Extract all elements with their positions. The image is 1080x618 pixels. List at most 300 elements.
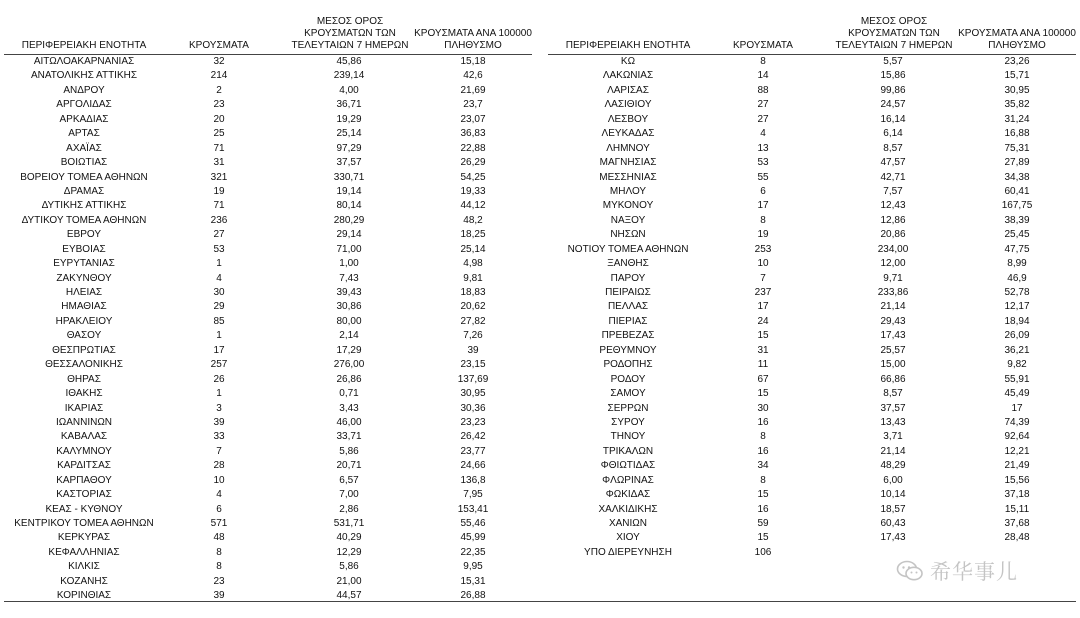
cell-region: ΙΘΑΚΗΣ [65,388,103,400]
cell-region: ΠΑΡΟΥ [610,272,646,284]
cell-cases: 4 [760,128,766,140]
cell-region: ΚΟΡΙΝΘΙΑΣ [56,590,112,602]
cell-per100k: 45,99 [460,532,486,544]
cell-per100k: 45,49 [1004,388,1030,400]
cell-cases: 85 [213,315,225,327]
cell-cases: 8 [216,561,222,573]
cell-region: ΑΡΤΑΣ [68,128,100,140]
cell-avg7: 8,57 [883,142,903,154]
cell-per100k: 34,38 [1004,171,1030,183]
table-row [4,300,532,314]
cell-per100k: 15,18 [460,56,486,67]
cell-region: ΠΕΙΡΑΙΩΣ [605,287,651,298]
table-row [548,69,1076,83]
cell-region: ΚΕΦΑΛΛΗΝΙΑΣ [48,546,120,558]
cell-per100k: 15,56 [1004,474,1030,486]
cell-region: ΑΧΑΪΑΣ [66,142,102,154]
cell-avg7: 99,86 [880,84,906,96]
cell-region: ΘΕΣΣΑΛΟΝΙΚΗΣ [45,359,123,371]
cell-cases: 17 [757,301,769,313]
cell-avg7: 16,14 [880,113,906,125]
cell-avg7: 17,29 [336,344,362,356]
cell-per100k: 12,17 [1004,301,1030,313]
cell-avg7: 46,00 [336,416,362,428]
table-row [4,474,532,488]
cell-per100k: 7,95 [463,489,483,501]
cell-per100k: 36,21 [1004,344,1030,356]
cell-avg7: 19,14 [336,185,362,197]
table-row [548,531,1076,545]
cell-cases: 24 [757,315,769,327]
cell-avg7: 42,71 [880,171,906,183]
table-bottom-rule [4,601,1076,602]
cell-per100k: 92,64 [1004,431,1030,443]
cell-cases: 29 [213,301,225,313]
cell-avg7: 276,00 [333,359,365,371]
cell-per100k: 27,89 [1004,157,1030,169]
cell-per100k: 23,23 [460,416,486,428]
cell-region: ΗΛΕΙΑΣ [65,287,103,298]
table-row [548,171,1076,185]
table-row [4,459,532,473]
cell-cases: 237 [754,287,772,298]
cell-cases: 17 [213,344,225,356]
cell-per100k: 31,24 [1004,113,1030,125]
cell-cases: 19 [213,185,225,197]
cell-per100k: 20,62 [460,301,486,313]
table-row [4,560,532,574]
cell-per100k: 9,95 [463,561,483,573]
table-row [548,84,1076,98]
cell-per100k: 18,94 [1004,315,1030,327]
cell-avg7: 5,57 [883,56,903,67]
cell-cases: 26 [213,373,225,385]
cell-region: ΑΡΚΑΔΙΑΣ [59,113,109,125]
cell-cases: 39 [213,590,225,602]
cell-cases: 53 [757,157,769,169]
cell-cases: 88 [757,84,769,96]
cell-per100k: 8,99 [1007,258,1027,270]
cell-region: ΘΕΣΠΡΩΤΙΑΣ [52,344,116,356]
cell-cases: 4 [216,272,222,284]
table-row [4,171,532,185]
cell-per100k: 47,75 [1004,243,1030,255]
cell-avg7: 21,14 [880,301,906,313]
cell-avg7: 29,14 [336,229,362,241]
cell-region: ΚΕΑΣ - ΚΥΘΝΟΥ [45,503,123,515]
table-row [4,517,532,531]
table-row [548,127,1076,141]
cell-region: ΗΡΑΚΛΕΙΟΥ [55,315,113,327]
cell-per100k: 54,25 [460,171,486,183]
cell-region: ΜΕΣΣΗΝΙΑΣ [599,171,657,183]
cell-per100k: 38,39 [1004,214,1030,226]
cell-cases: 321 [210,171,228,183]
table-row [548,329,1076,343]
cell-region: ΦΩΚΙΔΑΣ [605,489,651,501]
table-row [4,156,532,170]
cell-cases: 31 [213,157,225,169]
cell-region: ΒΟΡΕΙΟΥ ΤΟΜΕΑ ΑΘΗΝΩΝ [20,171,148,183]
cell-cases: 30 [213,287,225,298]
table-row [4,358,532,372]
header-avg7: ΜΕΣΟΣ ΟΡΟΣ ΚΡΟΥΣΜΑΤΩΝ ΤΩΝ ΤΕΛΕΥΤΑΙΩΝ 7 ΗΜΕΡΩΝ [835,16,953,51]
table-row [4,445,532,459]
header-region: ΠΕΡΙΦΕΡΕΙΑΚΗ ΕΝΟΤΗΤΑ [565,40,691,51]
table-row [4,257,532,271]
cell-region: ΡΟΔΟΥ [610,373,646,385]
table-row [548,156,1076,170]
cell-per100k: 167,75 [1001,200,1033,212]
cell-avg7: 8,57 [883,388,903,400]
table-header [548,6,1076,55]
cell-cases: 33 [213,431,225,443]
cell-avg7: 7,00 [339,489,359,501]
table-row [4,199,532,213]
cell-region: ΖΑΚΥΝΘΟΥ [56,272,112,284]
cell-per100k: 42,6 [463,70,483,82]
table-row [548,459,1076,473]
table-row [4,488,532,502]
table-row [548,517,1076,531]
table-row [4,329,532,343]
cell-region: ΧΙΟΥ [616,532,640,544]
cell-per100k: 75,31 [1004,142,1030,154]
cell-cases: 23 [213,575,225,587]
cell-per100k: 30,95 [460,388,486,400]
cell-cases: 8 [760,474,766,486]
cell-cases: 16 [757,445,769,457]
cell-per100k: 24,66 [460,460,486,472]
cell-avg7: 80,00 [336,315,362,327]
table-row [4,69,532,83]
table-row [548,387,1076,401]
table-row [548,344,1076,358]
cell-region: ΘΗΡΑΣ [67,373,101,385]
cell-per100k: 26,09 [1004,330,1030,342]
cell-avg7: 17,43 [880,330,906,342]
cell-region: ΛΕΣΒΟΥ [607,113,649,125]
cell-avg7: 12,86 [880,214,906,226]
cell-region: ΠΕΛΛΑΣ [607,301,649,313]
cell-cases: 71 [213,200,225,212]
cell-region: ΚΩ [620,56,636,67]
cell-cases: 2 [216,84,222,96]
table-row [4,344,532,358]
cell-region: ΝΟΤΙΟΥ ΤΟΜΕΑ ΑΘΗΝΩΝ [567,243,689,255]
cell-avg7: 33,71 [336,431,362,443]
cell-region: ΕΒΡΟΥ [66,229,102,241]
cell-per100k: 26,42 [460,431,486,443]
cell-region: ΘΑΣΟΥ [66,330,102,342]
cell-region: ΑΝΑΤΟΛΙΚΗΣ ΑΤΤΙΚΗΣ [30,70,138,82]
cell-region: ΤΡΙΚΑΛΩΝ [602,445,654,457]
cell-per100k: 12,21 [1004,445,1030,457]
cell-cases: 3 [216,402,222,414]
cell-avg7: 5,86 [339,561,359,573]
cell-avg7: 3,71 [883,431,903,443]
table-row [548,402,1076,416]
cell-region: ΡΕΘΥΜΝΟΥ [599,344,657,356]
cell-avg7: 280,29 [333,214,365,226]
cell-per100k: 26,29 [460,157,486,169]
cell-cases: 59 [757,518,769,529]
cases-table-right [548,6,1076,560]
header-cases: ΚΡΟΥΣΜΑΤΑ [189,40,249,51]
table-row [4,575,532,589]
cell-avg7: 26,86 [336,373,362,385]
cell-avg7: 80,14 [336,200,362,212]
table-row [4,387,532,401]
cell-cases: 27 [757,99,769,111]
table-row [4,286,532,300]
cell-per100k: 55,46 [460,518,486,529]
cell-region: ΣΑΜΟΥ [610,388,646,400]
table-row [4,373,532,387]
cell-avg7: 239,14 [333,70,365,82]
cell-per100k: 15,31 [460,575,486,587]
cell-avg7: 9,71 [883,272,903,284]
cell-region: ΔΥΤΙΚΗΣ ΑΤΤΙΚΗΣ [41,200,127,212]
cell-region: ΛΑΚΩΝΙΑΣ [602,70,654,82]
cell-avg7: 60,43 [880,518,906,529]
cell-per100k: 4,98 [463,258,483,270]
cell-region: ΧΑΝΙΩΝ [608,518,648,529]
table-row [4,315,532,329]
cell-avg7: 2,14 [339,330,359,342]
cell-avg7: 531,71 [333,518,365,529]
cell-cases: 11 [757,359,769,371]
cell-per100k: 22,35 [460,546,486,558]
cell-region: ΕΥΡΥΤΑΝΙΑΣ [53,258,115,270]
cell-cases: 7 [216,445,222,457]
cell-cases: 30 [757,402,769,414]
cell-cases: 19 [757,229,769,241]
cell-cases: 34 [757,460,769,472]
cell-per100k: 19,33 [460,185,486,197]
cell-cases: 8 [216,546,222,558]
cell-region: ΑΙΤΩΛΟΑΚΑΡΝΑΝΙΑΣ [33,56,135,67]
table-row [4,185,532,199]
table-row [548,214,1076,228]
cell-region: ΛΑΡΙΣΑΣ [607,84,649,96]
table-row [548,272,1076,286]
cell-region: ΚΑΣΤΟΡΙΑΣ [56,489,112,501]
table-body [4,55,532,604]
table-row [548,315,1076,329]
cell-per100k: 23,26 [1004,56,1030,67]
table-row [548,503,1076,517]
cell-region: ΦΛΩΡΙΝΑΣ [602,474,654,486]
cell-region: ΚΑΒΑΛΑΣ [60,431,108,443]
cell-per100k: 9,81 [463,272,483,284]
table-body [548,55,1076,560]
cell-avg7: 21,00 [336,575,362,587]
cell-avg7: 13,43 [880,416,906,428]
cell-per100k: 37,18 [1004,489,1030,501]
cell-cases: 253 [754,243,772,255]
cell-per100k: 28,48 [1004,532,1030,544]
cell-region: ΔΡΑΜΑΣ [63,185,105,197]
table-row [548,286,1076,300]
cell-avg7: 17,43 [880,532,906,544]
table-row [4,402,532,416]
cell-region: ΠΙΕΡΙΑΣ [608,315,648,327]
cell-per100k: 52,78 [1004,287,1030,298]
cell-avg7: 0,71 [339,388,359,400]
cases-table-left [4,6,532,604]
cell-cases: 6 [760,185,766,197]
cell-per100k: 23,77 [460,445,486,457]
table-row [548,358,1076,372]
cell-avg7: 10,14 [880,489,906,501]
cell-avg7: 1,00 [339,258,359,270]
table-row [548,98,1076,112]
cell-region: ΙΚΑΡΙΑΣ [64,402,104,414]
table-row [4,243,532,257]
cell-avg7: 66,86 [880,373,906,385]
cell-per100k: 15,11 [1004,503,1030,515]
cell-avg7: 18,57 [880,503,906,515]
cell-per100k: 26,88 [460,590,486,602]
cell-cases: 15 [757,330,769,342]
cell-per100k: 15,71 [1004,70,1030,82]
cell-per100k: 55,91 [1004,373,1030,385]
cell-cases: 23 [213,99,225,111]
cell-avg7: 21,14 [880,445,906,457]
cell-per100k: 36,83 [460,128,486,140]
cell-region: ΚΑΛΥΜΝΟΥ [56,445,112,457]
cell-avg7: 234,00 [877,243,909,255]
cell-avg7: 233,86 [877,287,909,298]
header-region: ΠΕΡΙΦΕΡΕΙΑΚΗ ΕΝΟΤΗΤΑ [21,40,147,51]
cell-cases: 67 [757,373,769,385]
cell-cases: 6 [216,503,222,515]
cell-cases: 15 [757,489,769,501]
table-row [4,84,532,98]
cell-per100k: 7,26 [463,330,483,342]
cell-avg7: 40,29 [336,532,362,544]
cell-avg7: 97,29 [336,142,362,154]
cell-per100k: 18,83 [460,287,486,298]
cell-avg7: 15,86 [880,70,906,82]
cell-region: ΚΙΛΚΙΣ [68,561,100,573]
cell-region: ΣΕΡΡΩΝ [607,402,649,414]
cell-cases: 1 [216,258,222,270]
cell-per100k: 25,45 [1004,229,1030,241]
table-row [548,416,1076,430]
cell-cases: 1 [216,330,222,342]
table-row [548,300,1076,314]
table-header [4,6,532,55]
table-row [548,257,1076,271]
header-per100k: ΚΡΟΥΣΜΑΤΑ ΑΝΑ 100000 ΠΛΗΘΥΣΜΟ [958,28,1076,51]
table-row [548,113,1076,127]
cell-per100k: 23,15 [460,359,486,371]
cell-cases: 71 [213,142,225,154]
cell-avg7: 37,57 [336,157,362,169]
watermark [896,556,1018,586]
wechat-icon [896,560,924,582]
cell-per100k: 137,69 [457,373,489,385]
table-row [548,185,1076,199]
header-avg7: ΜΕΣΟΣ ΟΡΟΣ ΚΡΟΥΣΜΑΤΩΝ ΤΩΝ ΤΕΛΕΥΤΑΙΩΝ 7 ΗΜΕΡΩΝ [291,16,409,51]
cell-avg7: 6,57 [339,474,359,486]
table-row [4,98,532,112]
table-row [4,214,532,228]
cell-avg7: 2,86 [339,503,359,515]
cell-avg7: 12,00 [880,258,906,270]
table-row [548,474,1076,488]
cell-cases: 28 [213,460,225,472]
cell-avg7: 24,57 [880,99,906,111]
cell-avg7: 7,57 [883,185,903,197]
cell-region: ΕΥΒΟΙΑΣ [62,243,106,255]
cell-cases: 1 [216,388,222,400]
cell-avg7: 20,86 [880,229,906,241]
cell-cases: 15 [757,388,769,400]
table-row [4,113,532,127]
cell-per100k: 35,82 [1004,99,1030,111]
cell-avg7: 45,86 [336,56,362,67]
cell-region: ΚΕΡΚΥΡΑΣ [57,532,111,544]
cell-cases: 48 [213,532,225,544]
cell-per100k: 21,69 [460,84,486,96]
cell-cases: 8 [760,56,766,67]
table-row [4,55,532,69]
header-per100k: ΚΡΟΥΣΜΑΤΑ ΑΝΑ 100000 ΠΛΗΘΥΣΜΟ [414,28,532,51]
cell-per100k: 17 [1011,402,1023,414]
cell-cases: 31 [757,344,769,356]
cell-cases: 14 [757,70,769,82]
cell-per100k: 23,07 [460,113,486,125]
cell-cases: 4 [216,489,222,501]
cell-avg7: 47,57 [880,157,906,169]
cell-cases: 27 [213,229,225,241]
cell-region: ΙΩΑΝΝΙΝΩΝ [55,416,113,428]
cell-region: ΜΑΓΝΗΣΙΑΣ [599,157,657,169]
cell-cases: 27 [757,113,769,125]
watermark-text: 希华事儿 [930,560,1018,584]
cell-avg7: 20,71 [336,460,362,472]
cell-avg7: 12,29 [336,546,362,558]
cell-per100k: 30,36 [460,402,486,414]
cell-region: ΑΝΔΡΟΥ [63,84,105,96]
cell-cases: 16 [757,503,769,515]
cell-per100k: 44,12 [460,200,486,212]
cell-per100k: 74,39 [1004,416,1030,428]
header-cases: ΚΡΟΥΣΜΑΤΑ [733,40,793,51]
cell-cases: 25 [213,128,225,140]
cell-cases: 32 [213,56,225,67]
table-row [548,373,1076,387]
cell-per100k: 37,68 [1004,518,1030,529]
cell-region: ΔΥΤΙΚΟΥ ΤΟΜΕΑ ΑΘΗΝΩΝ [21,214,147,226]
cell-per100k: 46,9 [1007,272,1027,284]
cell-region: ΜΥΚΟΝΟΥ [602,200,654,212]
table-row [548,243,1076,257]
cell-cases: 214 [210,70,228,82]
table-row [4,416,532,430]
table-row [4,272,532,286]
cell-region: ΚΑΡΠΑΘΟΥ [56,474,112,486]
cell-region: ΛΑΣΙΘΙΟΥ [604,99,652,111]
cell-per100k: 18,25 [460,229,486,241]
cell-region: ΡΟΔΟΠΗΣ [603,359,653,371]
cell-per100k: 153,41 [457,503,489,515]
cell-region: ΝΗΣΩΝ [610,229,646,241]
cell-cases: 8 [760,431,766,443]
